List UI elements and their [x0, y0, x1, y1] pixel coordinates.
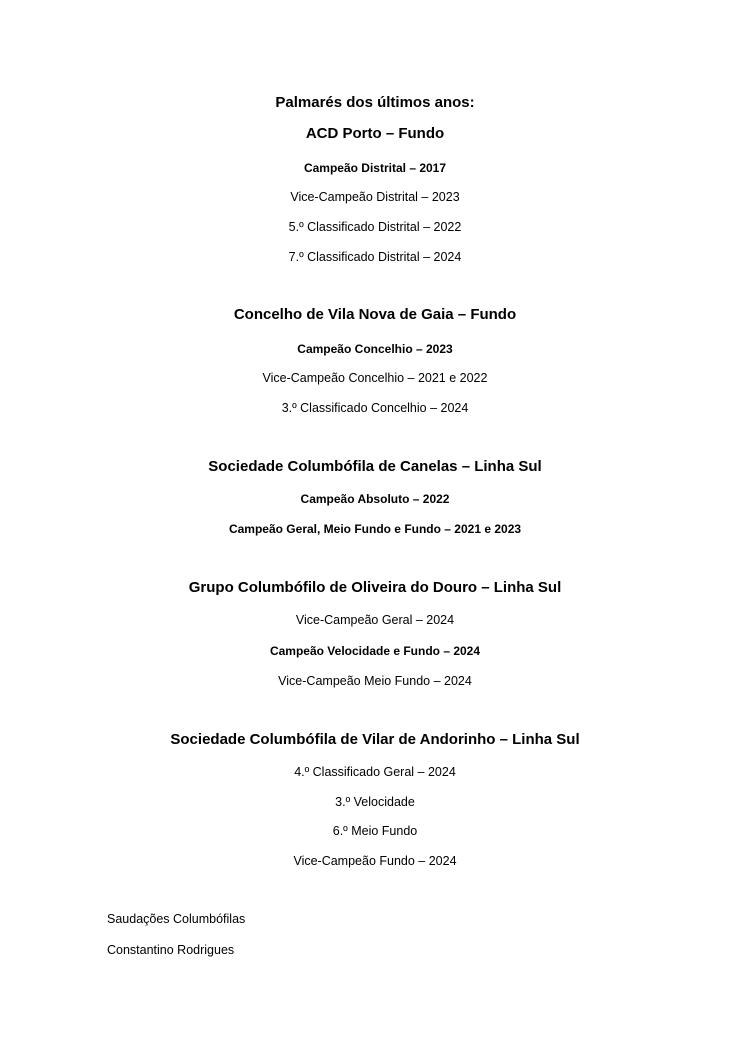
section-title-oliveira-douro: Grupo Columbófilo de Oliveira do Douro – Linha Sul — [188, 579, 562, 596]
page-heading: Palmarés dos últimos anos: — [275, 94, 475, 111]
achievement-line: Vice-Campeão Fundo – 2024 — [293, 854, 457, 868]
achievement-line: Vice-Campeão Geral – 2024 — [295, 613, 455, 627]
achievement-line: 3.º Classificado Concelhio – 2024 — [281, 401, 469, 415]
achievement-line: 6.º Meio Fundo — [332, 824, 418, 838]
section-title-concelho-gaia: Concelho de Vila Nova de Gaia – Fundo — [233, 306, 517, 323]
section-title-acd-porto: ACD Porto – Fundo — [305, 125, 445, 142]
achievement-line: Campeão Distrital – 2017 — [303, 161, 447, 175]
achievement-line: 4.º Classificado Geral – 2024 — [294, 765, 456, 779]
section-title-vilar-andorinho: Sociedade Columbófila de Vilar de Andorinho – Linha Sul — [170, 731, 580, 748]
closing-greeting: Saudações Columbófilas — [107, 912, 246, 926]
achievement-line: Campeão Velocidade e Fundo – 2024 — [269, 644, 481, 658]
achievement-line: 3.º Velocidade — [335, 795, 415, 809]
achievement-line: Vice-Campeão Concelhio – 2021 e 2022 — [262, 371, 488, 385]
achievement-line: Vice-Campeão Meio Fundo – 2024 — [278, 674, 472, 688]
achievement-line: Campeão Geral, Meio Fundo e Fundo – 2021 e 2023 — [228, 522, 522, 536]
achievement-line: 7.º Classificado Distrital – 2024 — [288, 250, 462, 264]
achievement-line: 5.º Classificado Distrital – 2022 — [288, 220, 462, 234]
achievement-line: Campeão Absoluto – 2022 — [300, 492, 450, 506]
achievement-line: Campeão Concelhio – 2023 — [297, 342, 453, 356]
achievement-line: Vice-Campeão Distrital – 2023 — [290, 190, 460, 204]
section-title-canelas: Sociedade Columbófila de Canelas – Linha Sul — [208, 458, 542, 475]
signature-name: Constantino Rodrigues — [107, 943, 235, 957]
